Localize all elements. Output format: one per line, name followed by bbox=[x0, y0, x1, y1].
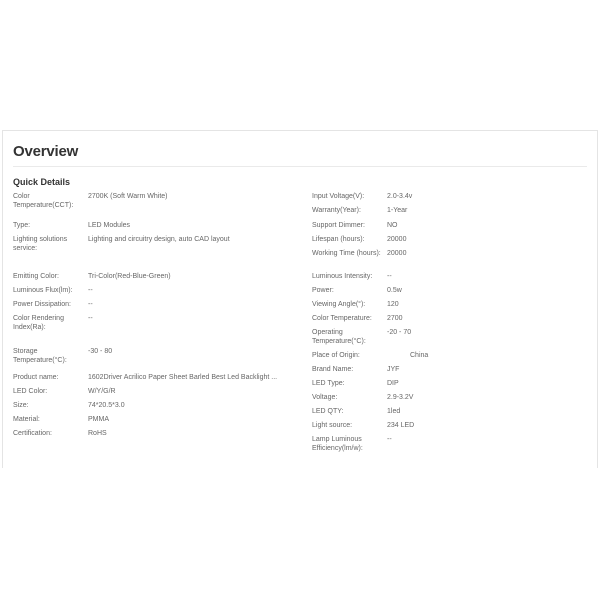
detail-value: PMMA bbox=[88, 416, 109, 423]
detail-row bbox=[312, 249, 592, 272]
detail-value: 2700 bbox=[387, 315, 403, 322]
detail-label: Light source: bbox=[312, 422, 353, 429]
detail-row bbox=[312, 393, 592, 407]
detail-row bbox=[13, 415, 303, 429]
detail-label: Color Temperature(CCT): bbox=[13, 193, 74, 209]
detail-label: Lighting solutions service: bbox=[13, 236, 68, 252]
detail-value: 2.9-3.2V bbox=[387, 394, 414, 401]
detail-value: -- bbox=[387, 436, 392, 443]
detail-label: Warranty(Year): bbox=[312, 207, 361, 214]
detail-value: Tri-Color(Red-Blue-Green) bbox=[88, 273, 171, 280]
detail-row bbox=[312, 365, 592, 379]
detail-row bbox=[13, 401, 303, 415]
detail-label: Input Voltage(V): bbox=[312, 193, 365, 200]
detail-row bbox=[13, 300, 303, 314]
detail-value: W/Y/G/R bbox=[88, 388, 116, 395]
detail-row bbox=[13, 235, 303, 272]
detail-row bbox=[13, 429, 303, 443]
detail-row bbox=[312, 235, 592, 249]
detail-value: 2.0-3.4v bbox=[387, 193, 413, 200]
detail-row bbox=[13, 286, 303, 300]
detail-value: -20 - 70 bbox=[387, 329, 412, 336]
detail-value: 1led bbox=[387, 408, 401, 415]
detail-label: Storage Temperature(°C): bbox=[13, 348, 67, 364]
detail-label: Material: bbox=[13, 416, 40, 423]
detail-label: Product name: bbox=[13, 374, 59, 381]
detail-value: -- bbox=[88, 301, 93, 308]
detail-label: Lifespan (hours): bbox=[312, 236, 365, 243]
detail-value: -- bbox=[88, 287, 93, 294]
detail-row bbox=[312, 435, 592, 457]
detail-value: 74*20.5*3.0 bbox=[88, 402, 125, 409]
detail-value: 20000 bbox=[387, 236, 407, 243]
detail-row bbox=[312, 328, 592, 351]
detail-label: Color Rendering Index(Ra): bbox=[13, 315, 64, 331]
detail-label: Operating Temperature(°C): bbox=[312, 329, 366, 345]
detail-row bbox=[312, 351, 592, 365]
overview-title: Overview bbox=[13, 143, 79, 160]
detail-value: 0.5w bbox=[387, 287, 402, 294]
detail-value: 2700K (Soft Warm White) bbox=[88, 193, 168, 200]
right-details-column bbox=[312, 192, 592, 457]
detail-row bbox=[312, 300, 592, 314]
detail-label: Voltage: bbox=[312, 394, 338, 401]
detail-label: LED QTY: bbox=[312, 408, 344, 415]
detail-row bbox=[13, 272, 303, 286]
detail-row bbox=[312, 421, 592, 435]
detail-label: Lamp Luminous Efficiency(lm/w): bbox=[312, 436, 363, 452]
detail-row bbox=[13, 387, 303, 401]
detail-value: -- bbox=[88, 315, 93, 322]
detail-value: JYF bbox=[387, 366, 400, 373]
detail-row bbox=[13, 373, 303, 387]
detail-label: Brand Name: bbox=[312, 366, 354, 373]
detail-row bbox=[312, 407, 592, 421]
detail-label: Color Temperature: bbox=[312, 315, 372, 322]
detail-value: DIP bbox=[387, 380, 399, 387]
detail-label: Power Dissipation: bbox=[13, 301, 71, 308]
detail-row bbox=[13, 221, 303, 235]
detail-row bbox=[312, 286, 592, 300]
detail-label: Certification: bbox=[13, 430, 52, 437]
detail-value: 1-Year bbox=[387, 207, 408, 214]
detail-label: Working Time (hours): bbox=[312, 250, 381, 257]
detail-value: -30 - 80 bbox=[88, 348, 113, 355]
quick-details-title: Quick Details bbox=[13, 177, 71, 187]
detail-row bbox=[13, 347, 303, 373]
detail-label: Place of Origin: bbox=[312, 352, 360, 359]
detail-value: -- bbox=[387, 273, 392, 280]
detail-value: RoHS bbox=[88, 430, 107, 437]
detail-label: Support Dimmer: bbox=[312, 222, 365, 229]
detail-label: LED Color: bbox=[13, 388, 48, 395]
detail-label: Type: bbox=[13, 222, 31, 229]
detail-label: Luminous Intensity: bbox=[312, 273, 373, 280]
detail-row bbox=[312, 272, 592, 286]
detail-row bbox=[13, 192, 303, 221]
overview-panel bbox=[2, 130, 598, 468]
detail-row bbox=[312, 221, 592, 235]
detail-value: 1602Driver Acrilico Paper Sheet Barled Best Led Backlight ... bbox=[88, 374, 278, 381]
detail-row bbox=[312, 379, 592, 393]
detail-label: LED Type: bbox=[312, 380, 345, 387]
detail-value: NO bbox=[387, 222, 398, 229]
detail-value: China bbox=[410, 352, 429, 359]
detail-row bbox=[13, 314, 303, 347]
detail-label: Viewing Angle(°): bbox=[312, 301, 366, 308]
detail-value: 120 bbox=[387, 301, 399, 308]
detail-value: 234 LED bbox=[387, 422, 415, 429]
detail-row bbox=[312, 192, 592, 206]
detail-value: 20000 bbox=[387, 250, 407, 257]
detail-label: Luminous Flux(lm): bbox=[13, 287, 73, 294]
detail-row bbox=[312, 206, 592, 221]
detail-value: Lighting and circuitry design, auto CAD layout bbox=[88, 236, 230, 243]
detail-label: Power: bbox=[312, 287, 334, 294]
detail-label: Size: bbox=[13, 402, 29, 409]
detail-label: Emitting Color: bbox=[13, 273, 59, 280]
title-divider bbox=[13, 166, 587, 167]
detail-value: LED Modules bbox=[88, 222, 131, 229]
left-details-column bbox=[13, 192, 303, 443]
detail-row bbox=[312, 314, 592, 328]
